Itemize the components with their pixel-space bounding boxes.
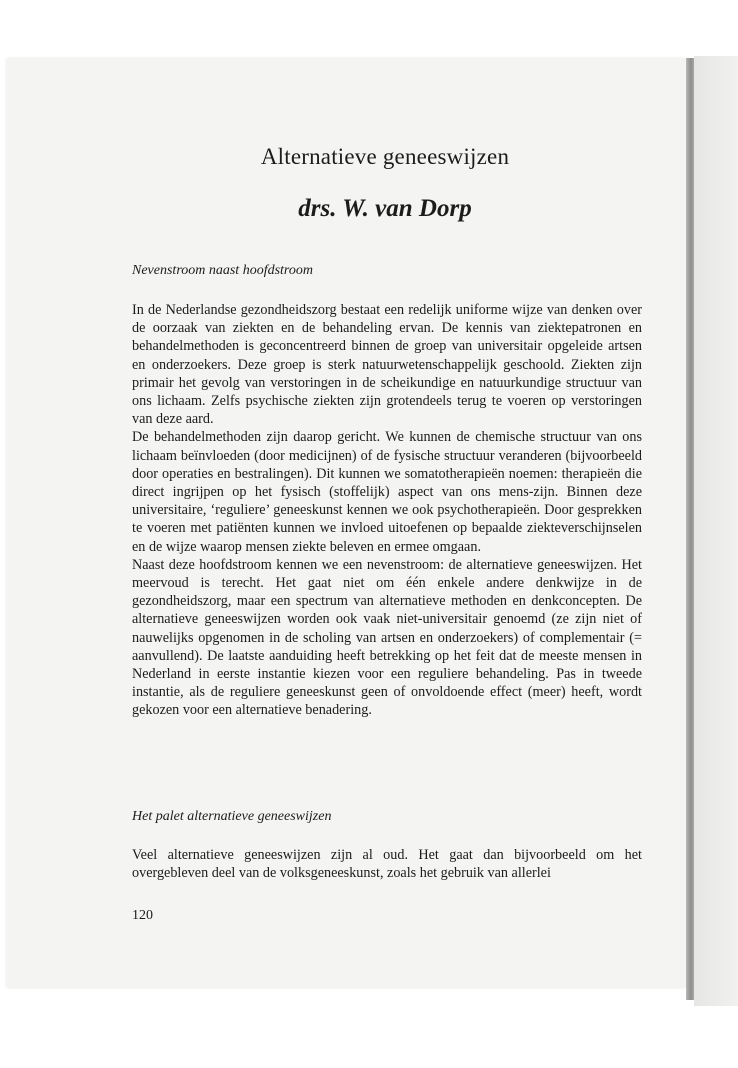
paragraph: In de Nederlandse gezondheidszorg bestaat een redelijk uniforme wijze van denken over de oorzaak van ziekten en de behandeling ervan. De kennis van ziektepatronen en behandelmethoden is geconcentreerd binnen de groep van universitair opgeleide artsen en onderzoekers. Deze groep is sterk natuurwetenschappelijk geschoold. Ziekten zijn primair het gevolg van verstoringen in de scheikundige en natuurkundige structuur van ons lichaam. Zelfs psychische ziekten zijn grotendeels terug te voeren op verstoringen van deze aard. [132, 302, 642, 428]
chapter-title: Alternatieve geneeswijzen [260, 144, 510, 169]
paragraph: Veel alternatieve geneeswijzen zijn al oud. Het gaat dan bijvoorbeeld om het overgebleven deel van de volksgeneeskunst, zoals het gebruik van allerlei [132, 847, 642, 882]
section-heading: Nevenstroom naast hoofdstroom [132, 263, 313, 278]
section-body [132, 301, 642, 720]
paragraph: Naast deze hoofdstroom kennen we een nevenstroom: de alternatieve geneeswijzen. Het meervoud is terecht. Het gaat niet om één enkele andere denkwijze in de gezondheidszorg, maar een spectrum van alternatieve methoden en denkconcepten. De alternatieve geneeswijzen worden ook vaak niet-universitair genoemd (ze zijn niet of nauwelijks opgenomen in de scholing van artsen en onderzoekers) of complementair (= aanvullend). De laatste aanduiding heeft betrekking op het feit dat de meeste mensen in Nederland in eerste instantie kiezen voor een reguliere behandeling. Pas in tweede instantie, als de reguliere geneeskunst geen of onvoldoende effect (meer) heeft, wordt gekozen voor een alternatieve benadering. [132, 556, 642, 719]
section-body [132, 846, 642, 882]
page-number: 120 [132, 908, 153, 923]
paragraph: De behandelmethoden zijn daarop gericht. We kunnen de chemische structuur van ons lichaam beïnvloeden (door medicijnen) of de fysische structuur veranderen (bijvoorbeeld door operaties en bestralingen). Dit kunnen we somatotherapieën noemen: therapieën die direct ingrijpen op het fysisch (stoffelijk) aspect van ons mens-zijn. Binnen deze universitaire, ‘reguliere’ geneeskunst kennen we ook psychotherapieën. Door gesprekken te voeren met patiënten kunnen we invloed uitoefenen op bepaalde ziekteverschijnselen en de wijze waarop mensen ziekte beleven en ermee omgaan. [132, 429, 642, 555]
section-heading: Het palet alternatieve geneeswijzen [132, 809, 332, 824]
author-name: drs. W. van Dorp [298, 195, 472, 222]
